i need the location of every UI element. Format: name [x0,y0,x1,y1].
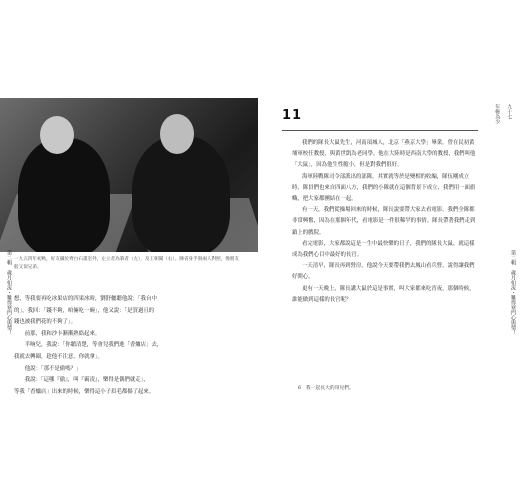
body-line: 的」，我回：「錢不夠，咱倆吃一碗」，他又說：「是買過且的 [14,307,155,314]
left-body-text [14,294,234,398]
page-number: 九十七 [506,104,513,119]
body-line: 想，等我要再吃冰果店的四果冰時，劉舒儷聽他說：「我台中 [14,296,157,302]
body-line: 等我「香爐店」出來的時候，樂得這小子眉毛都揚了起來。 [14,388,155,395]
photo-caption: 一九五四年初秋，好友攝於齊白石畫室外，左立者為筆者（左），及王朝聞（右）。陳省身手與兩人對照，像朋友般又似兄弟。 [14,257,240,270]
left-page [0,98,258,410]
body-paragraph: 海軍陸戰隊司令部派出的部隊，其實就等於是變相的收編，隊伍剛成立時，隊員們也來自四面八方，我們的小隊就在這個背景下成立，我們用一面旗幟，把大家都團結在一起。 [292,173,476,203]
body-paragraph: 看完電影，大家都說這是一生中最快樂的日子，我們的隊長大鼠，就這樣成為我們心目中最好的長官。 [292,240,475,259]
historical-photograph [0,98,258,252]
body-paragraph: 有一天，我們從操場回來的時候，隊長說要帶大家去看電影。我們全隊都非常興奮，因為在那個年代，看電影是一件很稀罕的事情。隊長帶著我們走到鎮上的戲院。 [292,207,476,236]
body-line: 我說：「這哪『偷』，叫『霸凌』，樂得是偶們就走」， [14,377,149,384]
body-paragraph: 更有一天晚上，隊長講大鼠於這是事實，叫大家都來吃宵夜，那個時候，誰能做到這樣的長官呢？ [292,285,475,303]
body-line: 我就去轉圈，趁他不注意，你就拿」。 [14,353,103,360]
body-line: 半晌兒，我說：「你聽清楚，等會兒我們進「香爐店」去， [14,342,163,349]
body-paragraph: 一天清早，隊長再到營房，他說今天要帶我們去鳳山看兵營，說得讓我們好開心。 [292,263,475,281]
right-side-tab: 第二輯 歲月如流・難得寒門心與情！ [510,250,516,335]
right-body-text [292,138,478,306]
right-page [260,98,520,410]
page-footer: 6 我一起長大的哥兒們。 [298,386,354,391]
body-line: 錢也被我們花的不夠了」。 [14,319,76,326]
body-paragraph: 我們的隊長大鼠先生，河南項城人，北京「燕京大學」畢業，曾在民初黃埔軍校任教授，與黃世凱為老同學。他在大陸時是西南大學的教授，我們叫他「大鼠」，因為他生性膽小，但是對我們很好。 [292,140,476,169]
running-header: 年輕為少 [494,104,501,124]
chapter-divider [282,130,478,131]
chapter-number: 11 [282,108,303,123]
body-line: 前那，我和沙卡漸漸熟絡起來。 [14,330,101,337]
left-side-tab: 第二輯 歲月如流・難得寒門心與情！ [6,250,12,335]
body-line: 他說：「那不是偷嗎？」 [14,365,82,372]
